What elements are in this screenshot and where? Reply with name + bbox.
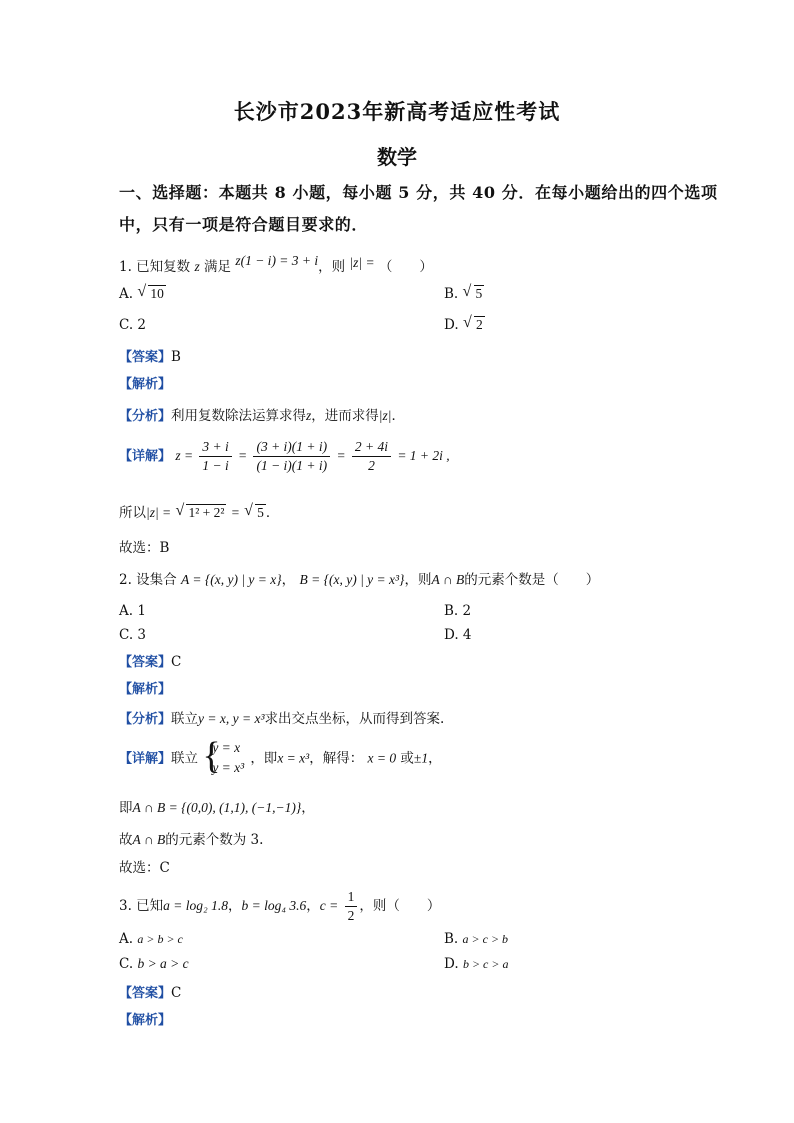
q1-option-b-value: 5 [475,286,483,301]
q2-ji: 即 [119,800,133,816]
q1-mod-sqrt: √ 1² + 2² [175,502,225,520]
q2-detail-pm: ±1 [413,750,429,766]
q1-mod-end: ． [265,505,280,521]
choose-label: 故选： [119,860,160,876]
q1-option-d-value: 2 [475,317,483,332]
q1-option-a-value: 10 [150,286,164,301]
q1-fenxi-text: 利用复数除法运算求得 [171,408,307,424]
question-2 [119,568,599,588]
q2-system: { y = x y = x³ [202,735,245,777]
q1-prefix: 1. 已知复数 [119,259,191,275]
q1-option-b-sqrt: √ 5 [462,283,483,301]
q2-choose-value: C [159,860,170,876]
q3-option-a-label: A. [119,931,134,947]
q1-fenxi-mid: ，进而求得 [311,408,379,424]
q3-option-c-value: b > a > c [137,956,189,971]
q1-answer-value: B [171,349,181,365]
q2-fenxi [119,707,444,727]
q1-option-a-label: A. [119,286,134,302]
q1-fraction-1-den: 1 − i [202,458,229,473]
q2-answer [119,651,181,670]
q1-mod-result-sqrt: √ 5 [244,502,264,520]
q2-system-eq2: y = x³ [212,760,245,775]
q1-option-d-sqrt: √ 2 [462,314,483,332]
q2-answer-value: C [171,654,182,670]
q2-set-b: B = {(x, y) | y = x³} [299,572,405,587]
q1-fenxi-end: ． [391,408,405,424]
q1-fraction-2-num: (3 + i)(1 + i) [253,438,330,457]
q3-option-d-label: D. [444,956,459,972]
q2-choose [119,856,170,876]
q1-var-z: z [194,259,200,274]
q1-answer [119,346,181,365]
q1-mod-lhs: |z| = [146,505,172,520]
q2-prefix: 2. 设集合 [119,572,177,588]
q2-fenxi-pre: 联立 [171,711,199,727]
q1-option-c: C. 2 [119,317,147,333]
fenxi-tag: 【分析】 [119,712,172,727]
q3-c-fraction [345,888,358,925]
q1-blank: （ ） [378,259,433,275]
q2-gu-end: 的元素个数为 3. [165,832,264,848]
q2-option-b: B. 2 [444,603,472,619]
q2-count-line [119,828,263,848]
q2-detail-or: 或 [400,750,414,767]
choose-label: 故选： [119,540,160,556]
q1-fraction-1 [199,438,231,475]
q1-abs-z: |z| = [349,255,375,270]
q1-satisfy: 满足 [204,259,232,275]
q1-option-a [119,283,166,302]
q3-answer [119,982,181,1001]
q1-option-d-label: D. [444,317,459,333]
q2-detail [119,735,442,778]
q1-fraction-3-num: 2 + 4i [352,438,391,457]
analysis-tag: 【解析】 [119,682,172,697]
answer-tag: 【答案】 [119,655,172,670]
q2-comma: ， [281,572,296,588]
q3-option-b [444,931,508,947]
q1-fraction-3 [352,438,391,475]
q3-c-den: 2 [347,908,355,923]
q1-option-b-label: B. [444,286,459,302]
q3-prefix: 3. 已知 [119,898,164,914]
q2-tail: 的元素个数是（ ） [464,572,600,588]
q3-option-b-value: a > c > b [462,932,509,946]
q2-option-a: A. 1 [119,603,146,619]
q2-then: ，则 [404,572,432,588]
q1-so: 所以 [119,505,146,521]
analysis-tag: 【解析】 [119,377,172,392]
q1-mod-result: 5 [257,505,264,520]
q2-detail-pre: 联立 [171,750,199,767]
q1-mod-radicand: 1² + 2² [188,505,225,520]
q1-fenxi [119,404,405,424]
q1-option-b [444,283,484,302]
q2-ji-end: ， [301,800,315,816]
q3-tail: ，则（ ） [359,898,441,914]
q1-fenxi-z: z [306,408,312,423]
q3-option-a-value: a > b > c [137,932,183,946]
q3-option-d-value: b > c > a [462,957,509,971]
q3-option-c [119,956,189,972]
q2-detail-end: ， [428,750,442,767]
q1-analysis [119,373,171,392]
q1-choose [119,536,169,556]
q1-fraction-2-den: (1 − i)(1 + i) [256,458,328,473]
fenxi-tag: 【分析】 [119,409,172,424]
q2-analysis [119,678,171,697]
q3-c-num: 1 [345,888,358,907]
q1-choose-value: B [159,540,170,556]
q3-answer-value: C [171,985,182,1001]
q1-detail: 【详解】 z = $\frac{3 + i}{1 - i}$ = $\frac{(3 + i)(1 + i)}{(1 - i)(1 + i)}$ = $\frac{2 + 4i}{2}$ = 1 + 2i , [119,439,450,473]
q1-fraction-1-num: 3 + i [199,438,231,457]
q2-ji-expr: A ∩ B = {(0,0), (1,1), (−1,−1)} [132,800,302,815]
q2-detail-solution: x = 0 [367,750,397,766]
subject-title: 数学 [377,145,417,169]
q3-option-d [444,956,508,972]
q3-option-a [119,931,183,947]
q1-fraction-2 [253,438,330,475]
q2-intersection: A ∩ B [431,572,465,587]
q1-equation: z(1 − i) = 3 + i [235,253,319,268]
q2-gu-expr: A ∩ B [132,832,166,847]
q2-fenxi-eq: y = x, y = x³ [198,711,265,726]
q2-set-a: A = {(x, y) | y = x} [180,572,282,587]
analysis-tag: 【解析】 [119,1013,172,1028]
q3-c-pre: c = [319,898,339,913]
exam-title: 长沙市2023年新高考适应性考试 [233,99,561,124]
section-heading-line2: 中，只有一项是符合题目要求的． [119,215,369,234]
q2-system-eq1: y = x [212,740,241,755]
q2-option-c: C. 3 [119,627,147,643]
answer-tag: 【答案】 [119,986,172,1001]
q2-detail-mid: ，即 [250,750,278,767]
q3-option-b-label: B. [444,931,459,947]
q1-fenxi-abs: |z| [378,408,392,423]
q1-option-a-sqrt: √ 10 [137,283,164,301]
question-3: 3. 已知a = log₂ 1.8，b = log₄ 3.6，c = $\frac{1}{2}$ ，则（ ） [119,889,441,923]
q3-b: b = log₄ 3.6 [241,898,307,913]
q2-fenxi-end: 求出交点坐标，从而得到答案. [264,711,445,727]
q1-fraction-3-den: 2 [368,458,375,473]
q1-modulus [119,501,279,521]
q2-detail-solve: ，解得： [309,750,364,767]
q2-option-d: D. 4 [444,627,472,643]
q1-option-d [444,314,485,333]
q1-mod-eq: = [230,505,240,520]
q3-a: a = log₂ 1.8 [163,898,228,913]
q1-detail-end: = 1 + 2i , [397,448,450,463]
xiangjie-tag: 【详解】 [119,751,172,767]
xiangjie-tag: 【详解】 [119,449,172,464]
q1-detail-z: z = [175,448,194,463]
q3-analysis [119,1009,171,1028]
q3-option-c-label: C. [119,956,134,972]
section-heading-line1: 一、选择题：本题共 8 小题，每小题 5 分，共 40 分．在每小题给出的四个选项 [119,183,718,202]
q2-detail-eq: x = x³ [277,750,310,766]
question-1 [119,255,433,275]
answer-tag: 【答案】 [119,350,172,365]
q2-intersection-line [119,796,315,816]
q2-gu: 故 [119,832,133,848]
q1-then: ，则 [318,259,346,275]
